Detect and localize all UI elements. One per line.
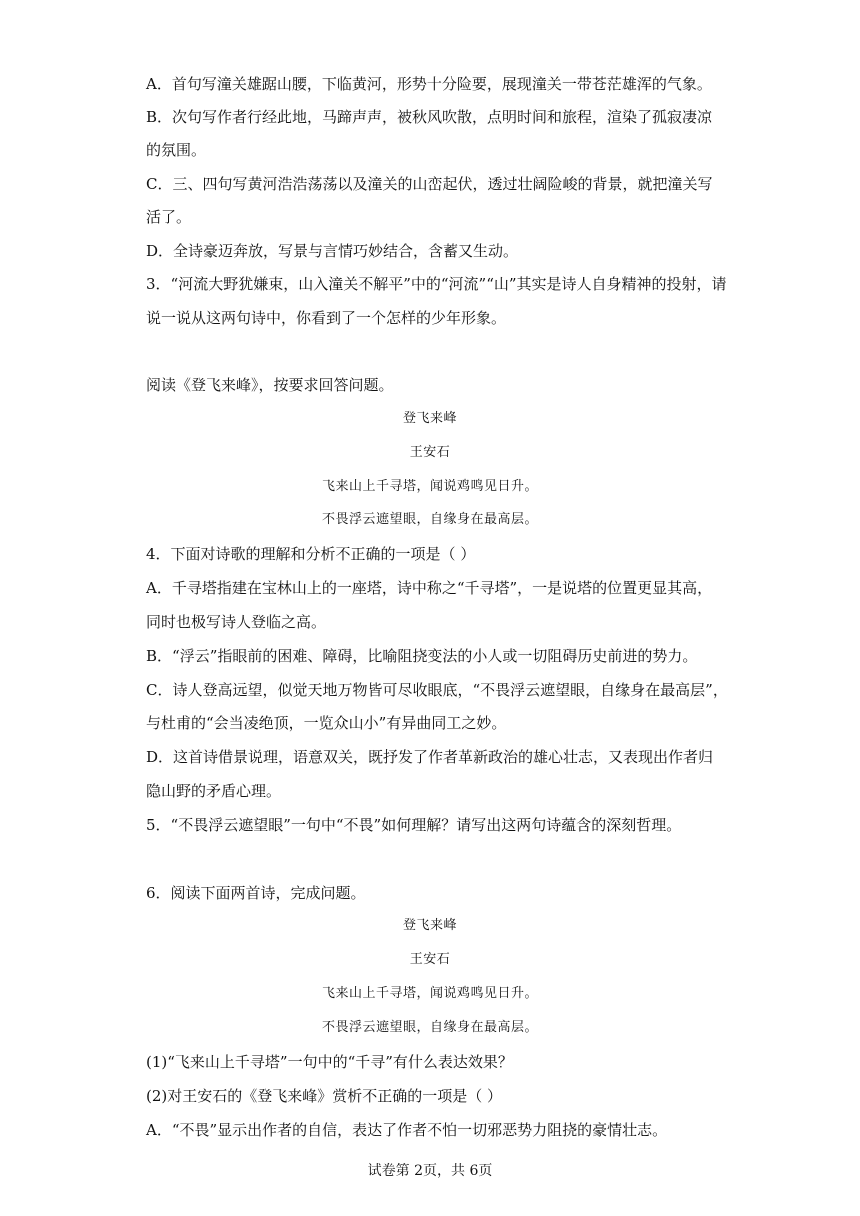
q2-option-b-cont: 的氛围。 xyxy=(146,141,207,159)
q4-option-a-cont: 同时也极写诗人登临之高。 xyxy=(146,613,327,631)
q4-stem: 4．下面对诗歌的理解和分析不正确的一项是（ ） xyxy=(146,545,476,563)
q4-option-a: A．千寻塔指建在宝林山上的一座塔，诗中称之“千寻塔”，一是说塔的位置更显其高， xyxy=(146,579,713,597)
poem-line: 不畏浮云遮望眼，自缘身在最高层。 xyxy=(321,1020,538,1035)
poem-author: 王安石 xyxy=(409,445,451,460)
poem-title: 登飞来峰 xyxy=(402,918,457,933)
q5-stem: 5．“不畏浮云遮望眼”一句中“不畏”如何理解？请写出这两句诗蕴含的深刻哲理。 xyxy=(146,816,682,834)
q2-option-c-cont: 活了。 xyxy=(146,208,192,226)
q6-sub2: (2)对王安石的《登飞来峰》赏析不正确的一项是（ ） xyxy=(146,1087,503,1105)
reading1-intro: 阅读《登飞来峰》，按要求回答问题。 xyxy=(146,376,394,394)
poem-line: 飞来山上千寻塔，闻说鸡鸣见日升。 xyxy=(321,479,538,494)
q6-sub1: (1)“飞来山上千寻塔”一句中的“千寻”有什么表达效果？ xyxy=(146,1053,513,1071)
q3-stem-cont: 说一说从这两句诗中，你看到了一个怎样的少年形象。 xyxy=(146,309,507,327)
q6-sub2-option-a: A．“不畏”显示出作者的自信，表达了作者不怕一切邪恶势力阻挠的豪情壮志。 xyxy=(146,1121,668,1139)
q2-option-a: A．首句写潼关雄踞山腰，下临黄河，形势十分险要，展现潼关一带苍茫雄浑的气象。 xyxy=(146,75,712,93)
q4-option-c-cont: 与杜甫的“会当凌绝顶，一览众山小”有异曲同工之妙。 xyxy=(146,714,507,732)
q6-stem: 6．阅读下面两首诗，完成问题。 xyxy=(146,884,366,902)
q4-option-c: C．诗人登高远望，似觉天地万物皆可尽收眼底，“不畏浮云遮望眼，自缘身在最高层”， xyxy=(146,681,728,699)
q2-option-b: B．次句写作者行经此地，马蹄声声，被秋风吹散，点明时间和旅程，渲染了孤寂凄凉 xyxy=(146,108,713,126)
poem-line: 不畏浮云遮望眼，自缘身在最高层。 xyxy=(321,512,538,527)
poem-author: 王安石 xyxy=(409,952,451,967)
page-footer: 试卷第 2页，共 6页 xyxy=(367,1163,493,1179)
poem-title: 登飞来峰 xyxy=(402,411,457,426)
q4-option-b: B．“浮云”指眼前的困难、障碍，比喻阻挠变法的小人或一切阻碍历史前进的势力。 xyxy=(146,647,698,665)
q4-option-d-cont: 隐山野的矛盾心理。 xyxy=(146,782,282,800)
poem-line: 飞来山上千寻塔，闻说鸡鸣见日升。 xyxy=(321,986,538,1001)
q2-option-d: D．全诗豪迈奔放，写景与言情巧妙结合，含蓄又生动。 xyxy=(146,242,519,260)
q3-stem: 3．“河流大野犹嫌束，山入潼关不解平”中的“河流”“山”其实是诗人自身精神的投射，请 xyxy=(146,275,727,293)
q4-option-d: D．这首诗借景说理，语意双关，既抒发了作者革新政治的雄心壮志，又表现出作者归 xyxy=(146,748,714,766)
q2-option-c: C．三、四句写黄河浩浩荡荡以及潼关的山峦起伏，透过壮阔险峻的背景，就把潼关写 xyxy=(146,175,713,193)
